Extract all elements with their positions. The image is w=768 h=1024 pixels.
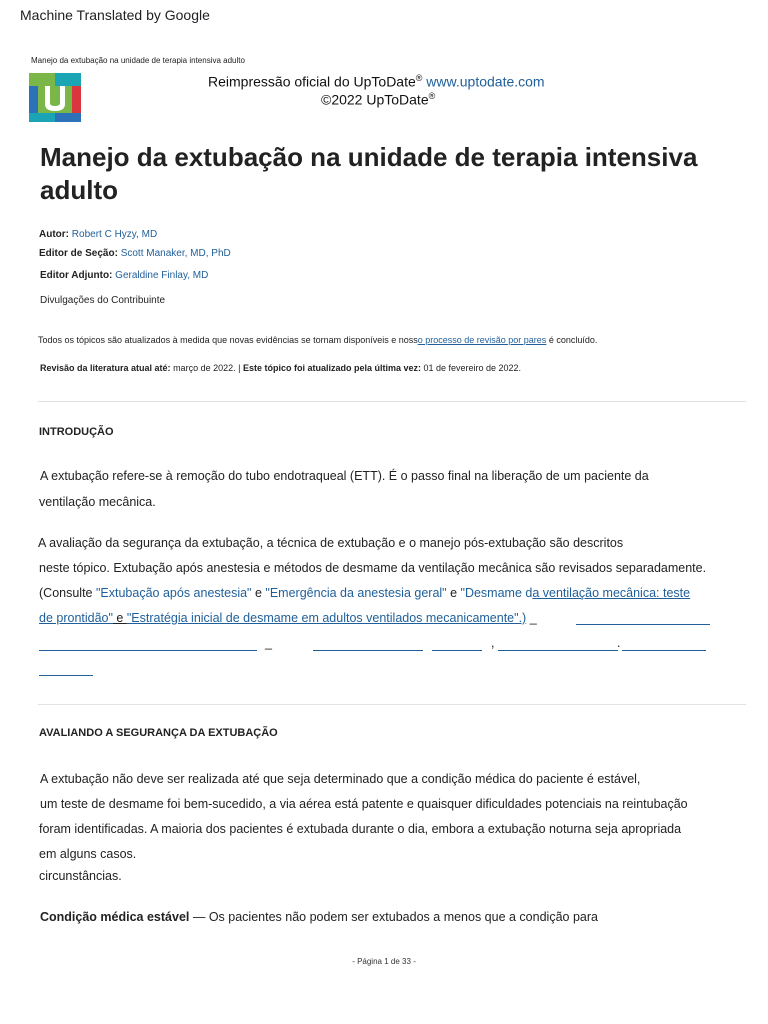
- link-desmame-b[interactable]: a ventilação mecânica: teste: [532, 586, 691, 600]
- safety-line1: A extubação não deve ser realizada até que seja determinado que a condição médica do paciente é estável,: [40, 772, 641, 786]
- copyright-line: [321, 91, 435, 108]
- page-number: - Página 1 de 33 -: [352, 957, 416, 966]
- review-line: [40, 363, 521, 373]
- title-line-2: adulto: [40, 175, 118, 205]
- copyright-text: ©2022 UpToDate: [321, 91, 429, 108]
- link-underline-1: [576, 624, 710, 625]
- section-editor-label: Editor de Seção:: [39, 248, 118, 259]
- reprint-line: [208, 73, 545, 90]
- uptodate-logo: [29, 73, 81, 122]
- deputy-editor-label: Editor Adjunto:: [40, 270, 113, 281]
- stray-comma: ,: [491, 636, 495, 650]
- uptodate-url-link[interactable]: www.uptodate.com: [426, 73, 545, 90]
- updated-label: Este tópico foi atualizado pela última vez:: [242, 363, 421, 373]
- author-label: Autor:: [39, 229, 69, 240]
- link-underline-2: [39, 650, 257, 651]
- updated-date: 01 de fevereiro de 2022.: [420, 363, 522, 373]
- safety-line3: foram identificadas. A maioria dos pacientes é extubada durante o dia, embora a extubação noturna seja apropriada: [39, 822, 682, 836]
- deputy-editor-link[interactable]: Geraldine Finlay, MD: [115, 270, 209, 281]
- registered-mark: ®: [415, 73, 423, 83]
- divider-2: [38, 704, 746, 705]
- running-head: Manejo da extubação na unidade de terapia intensiva adulto: [31, 56, 245, 65]
- intro-p2-line3: [39, 581, 690, 606]
- translation-bar: Machine Translated by Google: [20, 7, 210, 23]
- conj-3: e: [112, 611, 127, 625]
- author-link[interactable]: Robert C Hyzy, MD: [71, 229, 158, 240]
- link-underline-4: [432, 650, 482, 651]
- link-underline-6: [622, 650, 706, 651]
- intro-p1-line1: A extubação refere-se à remoção do tubo endotraqueal (ETT). É o passo final na liberação de um paciente da: [40, 469, 649, 483]
- review-date: março de 2022.: [170, 363, 236, 373]
- intro-p1-line2: ventilação mecânica.: [39, 495, 156, 509]
- registered-mark-2: ®: [428, 91, 436, 101]
- safety-line2: um teste de desmame foi bem-sucedido, a via aérea está patente e quaisquer dificuldades potenciais na reintubação: [40, 797, 688, 811]
- title-line-1: Manejo da extubação na unidade de terapia intensiva: [40, 142, 698, 172]
- link-emergencia-anestesia[interactable]: "Emergência da anestesia geral": [265, 586, 447, 600]
- link-extubacao-anestesia[interactable]: "Extubação após anestesia": [95, 586, 252, 600]
- safety-line4: em alguns casos.: [39, 847, 137, 861]
- stable-condition-label: Condição médica estável: [40, 910, 190, 924]
- intro-p2-line4: [39, 606, 537, 631]
- link-underline-5: [498, 650, 618, 651]
- safety-line5: circunstâncias.: [39, 869, 122, 883]
- link-underline-7: [39, 675, 93, 676]
- page-title: [40, 141, 740, 207]
- link-desmame-c[interactable]: de prontidão": [39, 611, 113, 625]
- deputy-editor-line: [40, 270, 208, 281]
- review-label: Revisão da literatura atual até:: [40, 363, 171, 373]
- link-estrategia-desmame[interactable]: "Estratégia inicial de desmame em adultos ventilados mecanicamente".): [126, 611, 527, 625]
- safety-heading: AVALIANDO A SEGURANÇA DA EXTUBAÇÃO: [39, 727, 278, 739]
- conj-2: e: [446, 586, 461, 600]
- peer-review-link[interactable]: o processo de revisão por pares: [417, 335, 547, 345]
- stray-underscore: _: [265, 636, 272, 650]
- review-divider: |: [235, 363, 243, 373]
- stray-period: .: [617, 636, 621, 650]
- link-underline-3: [313, 650, 423, 651]
- update-notice: [38, 335, 597, 345]
- divider: [38, 401, 746, 402]
- update-text-end: é concluído.: [546, 335, 598, 345]
- link-desmame-a[interactable]: "Desmame d: [460, 586, 533, 600]
- disclosures-link[interactable]: Divulgações do Contribuinte: [40, 295, 166, 306]
- update-text: Todos os tópicos são atualizados à medida que novas evidências se tornam disponíveis e noss: [38, 335, 418, 345]
- see-prefix: (Consulte: [39, 586, 96, 600]
- section-editor-line: [39, 248, 231, 259]
- stable-condition-text: — Os pacientes não podem ser extubados a menos que a condição para: [189, 910, 598, 924]
- section-editor-link[interactable]: Scott Manaker, MD, PhD: [120, 248, 231, 259]
- intro-p2-line1: A avaliação da segurança da extubação, a técnica de extubação e o manejo pós-extubação são descritos: [38, 536, 624, 550]
- reprint-text: Reimpressão oficial do UpToDate: [208, 73, 416, 90]
- intro-heading: INTRODUÇÃO: [39, 426, 114, 438]
- conj-1: e: [251, 586, 266, 600]
- author-line: [39, 229, 157, 240]
- stable-condition-line: [40, 905, 598, 930]
- intro-p2-line2: neste tópico. Extubação após anestesia e métodos de desmame da ventilação mecânica são revisados separadamente.: [39, 561, 707, 575]
- trailing-underscore: _: [526, 611, 537, 625]
